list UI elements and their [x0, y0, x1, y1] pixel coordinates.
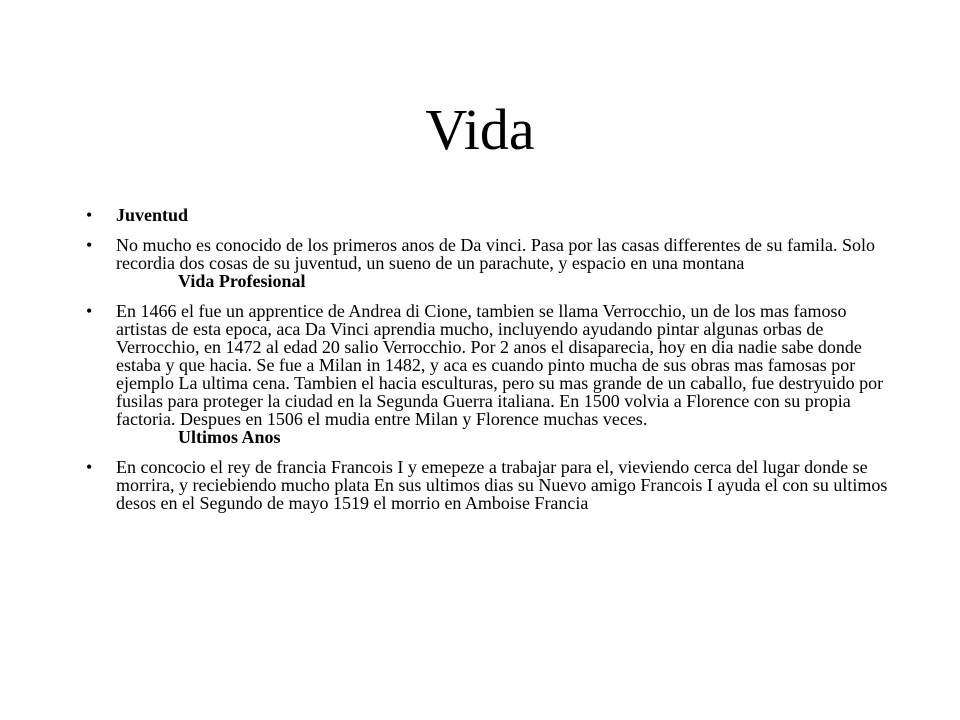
- bullet-icon: •: [86, 235, 93, 255]
- paragraph-text: No mucho es conocido de los primeros anos de Da vinci. Pasa por las casas differentes de su famila. Solo recordia dos cosas de su juventud, un sueno de un parachute, y espacio en una montana: [116, 235, 875, 273]
- bullet-icon: •: [86, 301, 93, 321]
- section-heading: Juventud: [116, 205, 189, 225]
- bullet-item-juventud: [80, 206, 890, 224]
- bullet-list: [80, 206, 890, 524]
- paragraph-text: En 1466 el fue un apprentice de Andrea di Cione, tambien se llama Verrocchio, un de los mas famoso artistas de esta epoca, aca Da Vinci aprendia mucho, incluyendo ayudando pintar algunas orbas de Verrocchio, en 1472 al edad 20 salio Verrocchio. Por 2 anos el disaparecia, hoy en dia nadie sabe donde estaba y que hacia. Se fue a Milan in 1482, y aca es cuando pinto mucha de sus obras mas famosas por ejemplo La ultima cena. Tambien el hacia esculturas, pero su mas grande de un caballo, fue destryuido por fusilas para proteger la ciudad en la Segunda Guerra italiana. En 1500 volvia a Florence con su propia factoria. Despues en 1506 el mudia entre Milan y Florence muchas veces.: [116, 301, 884, 429]
- bullet-icon: •: [86, 457, 93, 477]
- bullet-item-early-life: [80, 236, 890, 290]
- bullet-icon: •: [86, 205, 93, 225]
- slide-title: Vida: [425, 97, 535, 162]
- bullet-item-last-years: [80, 458, 890, 512]
- bullet-item-professional-life: [80, 302, 890, 446]
- paragraph-text: En concocio el rey de francia Francois I y emepeze a trabajar para el, vieviendo cerca del lugar donde se morrira, y reciebiendo mucho plata En sus ultimos dias su Nuevo amigo Francois I ayuda el con su ultimos desos en el Segundo de mayo 1519 el morrio en Amboise Francia: [116, 457, 888, 513]
- section-heading: Ultimos Anos: [178, 427, 281, 447]
- section-heading: Vida Profesional: [178, 271, 306, 291]
